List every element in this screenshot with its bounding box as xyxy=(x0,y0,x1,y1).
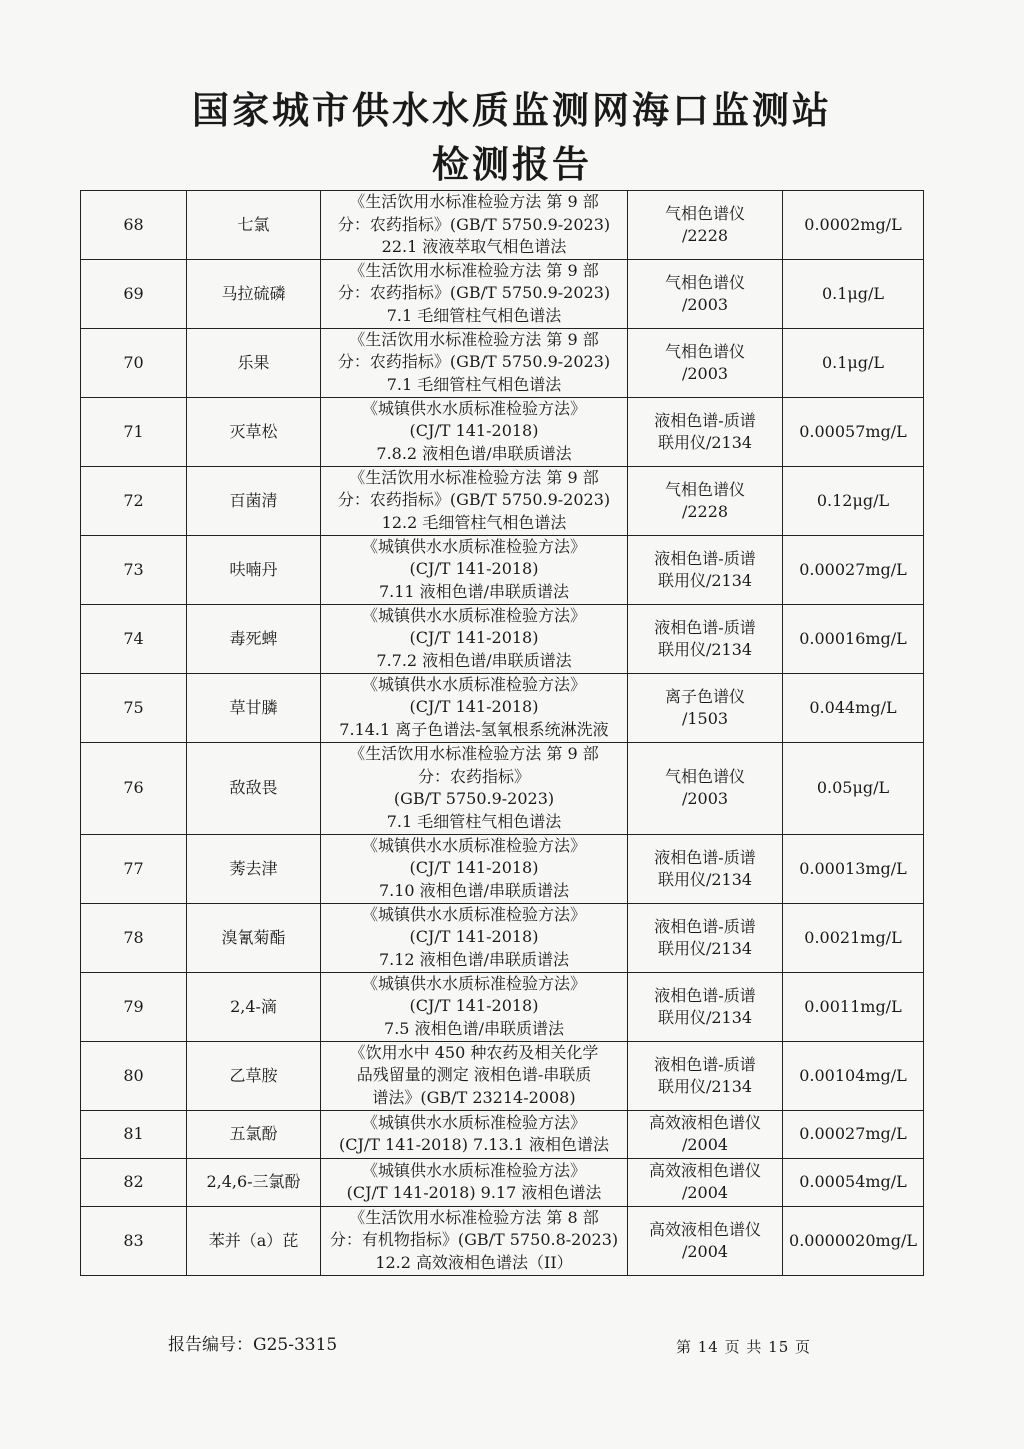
table-row xyxy=(81,742,924,834)
row-number: 70 xyxy=(81,328,187,397)
method-line: 《生活饮用水标准检验方法 第 9 部 xyxy=(349,192,599,211)
instrument-line: 联用仪/2134 xyxy=(657,938,753,958)
method-line: 谱法》(GB/T 23214-2008) xyxy=(372,1087,576,1107)
instrument xyxy=(628,466,783,535)
instrument xyxy=(628,604,783,673)
row-number: 74 xyxy=(81,604,187,673)
instrument-line: 液相色谱-质谱 xyxy=(654,1054,756,1074)
results-table xyxy=(80,190,924,1276)
detection-limit: 0.00013mg/L xyxy=(783,834,924,903)
table-row xyxy=(81,1110,924,1158)
method-line: 分：农药指标》(GB/T 5750.9-2023) xyxy=(337,283,611,303)
method-line: 12.2 毛细管柱气相色谱法 xyxy=(381,512,567,532)
instrument-line: 高效液相色谱仪 xyxy=(648,1113,761,1132)
method-line: (CJ/T 141-2018) 9.17 液相色谱法 xyxy=(346,1183,602,1202)
test-item: 溴氰菊酯 xyxy=(187,903,321,972)
instrument xyxy=(628,1158,783,1206)
instrument-line: 离子色谱仪 xyxy=(664,686,745,706)
method-line: 7.10 液相色谱/串联质谱法 xyxy=(378,880,570,900)
method-line: 《饮用水中 450 种农药及相关化学 xyxy=(349,1042,599,1062)
test-item: 2,4-滴 xyxy=(187,972,321,1041)
method-line: 《城镇供水水质标准检验方法》 xyxy=(361,1112,586,1132)
method-line: 《生活饮用水标准检验方法 第 9 部 xyxy=(349,744,599,763)
table-row xyxy=(81,834,924,903)
instrument xyxy=(628,328,783,397)
method-line: 《城镇供水水质标准检验方法》 xyxy=(361,1160,586,1180)
method-line: (GB/T 5750.9-2023) xyxy=(393,789,555,808)
detection-limit: 0.1μg/L xyxy=(783,328,924,397)
row-number: 68 xyxy=(81,191,187,260)
method-line: 《城镇供水水质标准检验方法》 xyxy=(361,398,586,418)
instrument xyxy=(628,397,783,466)
method-line: 7.1 毛细管柱气相色谱法 xyxy=(386,374,562,394)
detection-limit: 0.0011mg/L xyxy=(783,972,924,1041)
detection-limit: 0.12μg/L xyxy=(783,466,924,535)
test-item: 草甘膦 xyxy=(187,673,321,742)
instrument-line: 气相色谱仪 xyxy=(664,203,745,223)
test-method xyxy=(321,397,628,466)
test-item: 呋喃丹 xyxy=(187,535,321,604)
method-line: (CJ/T 141-2018) xyxy=(409,697,539,717)
test-method xyxy=(321,1110,628,1158)
test-method xyxy=(321,259,628,328)
method-line: 品残留量的测定 液相色谱-串联质 xyxy=(356,1065,592,1085)
test-item: 乐果 xyxy=(187,328,321,397)
method-line: (CJ/T 141-2018) xyxy=(409,559,539,579)
test-item: 毒死蜱 xyxy=(187,604,321,673)
row-number: 79 xyxy=(81,972,187,1041)
method-line: 7.1 毛细管柱气相色谱法 xyxy=(386,305,562,325)
method-line: 7.12 液相色谱/串联质谱法 xyxy=(378,949,570,969)
instrument xyxy=(628,535,783,604)
instrument-line: 气相色谱仪 xyxy=(664,479,745,499)
detection-limit: 0.00027mg/L xyxy=(783,1110,924,1158)
detection-limit: 0.05μg/L xyxy=(783,742,924,834)
instrument xyxy=(628,972,783,1041)
table-row xyxy=(81,259,924,328)
row-number: 81 xyxy=(81,1110,187,1158)
method-line: (CJ/T 141-2018) xyxy=(409,927,539,947)
method-line: (CJ/T 141-2018) xyxy=(409,628,539,648)
test-method xyxy=(321,742,628,834)
instrument-line: 液相色谱-质谱 xyxy=(654,617,756,637)
test-method xyxy=(321,328,628,397)
method-line: 《生活饮用水标准检验方法 第 9 部 xyxy=(349,467,599,487)
instrument-line: 联用仪/2134 xyxy=(657,432,753,452)
test-item: 七氯 xyxy=(187,191,321,260)
test-item: 百菌清 xyxy=(187,466,321,535)
method-line: 12.2 高效液相色谱法（II） xyxy=(375,1252,573,1272)
detection-limit: 0.044mg/L xyxy=(783,673,924,742)
page-title: 国家城市供水水质监测网海口监测站 xyxy=(192,88,832,132)
detection-limit: 0.00054mg/L xyxy=(783,1158,924,1206)
row-number: 77 xyxy=(81,834,187,903)
table-row xyxy=(81,1206,924,1275)
instrument-line: 气相色谱仪 xyxy=(664,767,745,786)
instrument xyxy=(628,191,783,260)
test-item: 莠去津 xyxy=(187,834,321,903)
table-row xyxy=(81,328,924,397)
test-item: 2,4,6-三氯酚 xyxy=(187,1158,321,1206)
method-line: 《城镇供水水质标准检验方法》 xyxy=(361,674,586,694)
table-row xyxy=(81,1041,924,1110)
row-number: 78 xyxy=(81,903,187,972)
test-item: 苯并（a）芘 xyxy=(187,1206,321,1275)
detection-limit: 0.00016mg/L xyxy=(783,604,924,673)
row-number: 76 xyxy=(81,742,187,834)
instrument xyxy=(628,1206,783,1275)
test-item: 敌敌畏 xyxy=(187,742,321,834)
instrument xyxy=(628,834,783,903)
method-line: (CJ/T 141-2018) 7.13.1 液相色谱法 xyxy=(338,1135,610,1154)
test-method xyxy=(321,673,628,742)
method-line: 《城镇供水水质标准检验方法》 xyxy=(361,973,586,993)
row-number: 80 xyxy=(81,1041,187,1110)
table-row xyxy=(81,191,924,260)
page-number: 第 14 页 共 15 页 xyxy=(676,1338,812,1356)
test-method xyxy=(321,466,628,535)
instrument-line: /2004 xyxy=(681,1135,729,1154)
instrument-line: /2004 xyxy=(681,1183,729,1202)
row-number: 72 xyxy=(81,466,187,535)
instrument-line: 联用仪/2134 xyxy=(657,570,753,590)
row-number: 73 xyxy=(81,535,187,604)
detection-limit: 0.00057mg/L xyxy=(783,397,924,466)
instrument xyxy=(628,1041,783,1110)
detection-limit: 0.0021mg/L xyxy=(783,903,924,972)
instrument xyxy=(628,903,783,972)
table-row xyxy=(81,1158,924,1206)
instrument-line: 气相色谱仪 xyxy=(664,272,745,292)
test-item: 五氯酚 xyxy=(187,1110,321,1158)
method-line: 《城镇供水水质标准检验方法》 xyxy=(361,536,586,556)
method-line: 《生活饮用水标准检验方法 第 9 部 xyxy=(349,260,599,280)
detection-limit: 0.0000020mg/L xyxy=(783,1206,924,1275)
method-line: 《生活饮用水标准检验方法 第 8 部 xyxy=(349,1207,599,1227)
table-row xyxy=(81,466,924,535)
instrument-line: 联用仪/2134 xyxy=(657,869,753,889)
report-number: 报告编号：G25-3315 xyxy=(168,1335,338,1355)
method-line: 《生活饮用水标准检验方法 第 9 部 xyxy=(349,329,599,349)
method-line: 分：有机物指标》(GB/T 5750.8-2023) xyxy=(329,1230,619,1250)
test-method xyxy=(321,972,628,1041)
instrument xyxy=(628,259,783,328)
instrument-line: /2003 xyxy=(681,789,729,808)
instrument-line: 液相色谱-质谱 xyxy=(654,548,756,568)
instrument-line: 联用仪/2134 xyxy=(657,1076,753,1096)
test-item: 灭草松 xyxy=(187,397,321,466)
detection-limit: 0.00104mg/L xyxy=(783,1041,924,1110)
table-row xyxy=(81,972,924,1041)
instrument-line: /2228 xyxy=(681,225,729,245)
method-line: 7.5 液相色谱/串联质谱法 xyxy=(384,1018,564,1038)
method-line: 《城镇供水水质标准检验方法》 xyxy=(361,904,586,924)
instrument-line: 联用仪/2134 xyxy=(657,639,753,659)
instrument-line: 液相色谱-质谱 xyxy=(654,847,756,867)
row-number: 82 xyxy=(81,1158,187,1206)
method-line: (CJ/T 141-2018) xyxy=(409,858,539,878)
row-number: 83 xyxy=(81,1206,187,1275)
test-method xyxy=(321,834,628,903)
page-subtitle: 检测报告 xyxy=(432,142,592,186)
test-method xyxy=(321,903,628,972)
instrument-line: 高效液相色谱仪 xyxy=(648,1161,761,1180)
test-method xyxy=(321,604,628,673)
table-row xyxy=(81,673,924,742)
method-line: 7.8.2 液相色谱/串联质谱法 xyxy=(376,443,572,463)
instrument-line: 气相色谱仪 xyxy=(664,341,745,361)
test-item: 乙草胺 xyxy=(187,1041,321,1110)
method-line: 《城镇供水水质标准检验方法》 xyxy=(361,605,586,625)
method-line: 7.14.1 离子色谱法-氢氧根系统淋洗液 xyxy=(339,719,609,739)
test-method xyxy=(321,1041,628,1110)
instrument-line: /2004 xyxy=(681,1241,729,1261)
row-number: 71 xyxy=(81,397,187,466)
method-line: 《城镇供水水质标准检验方法》 xyxy=(361,835,586,855)
table-row xyxy=(81,535,924,604)
table-row xyxy=(81,903,924,972)
method-line: (CJ/T 141-2018) xyxy=(409,421,539,441)
instrument xyxy=(628,673,783,742)
test-method xyxy=(321,535,628,604)
detection-limit: 0.00027mg/L xyxy=(783,535,924,604)
instrument-line: 液相色谱-质谱 xyxy=(654,410,756,430)
method-line: 22.1 液液萃取气相色谱法 xyxy=(381,237,567,256)
instrument-line: 高效液相色谱仪 xyxy=(648,1219,761,1239)
instrument xyxy=(628,1110,783,1158)
instrument-line: 液相色谱-质谱 xyxy=(654,985,756,1005)
instrument-line: /2003 xyxy=(681,363,729,383)
instrument xyxy=(628,742,783,834)
method-line: 分：农药指标》(GB/T 5750.9-2023) xyxy=(337,352,611,372)
instrument-line: 液相色谱-质谱 xyxy=(654,916,756,936)
row-number: 69 xyxy=(81,259,187,328)
instrument-line: /1503 xyxy=(681,708,729,728)
test-method xyxy=(321,1206,628,1275)
row-number: 75 xyxy=(81,673,187,742)
method-line: 7.11 液相色谱/串联质谱法 xyxy=(378,581,570,601)
test-method xyxy=(321,1158,628,1206)
table-row xyxy=(81,397,924,466)
method-line: (CJ/T 141-2018) xyxy=(409,996,539,1016)
instrument-line: /2003 xyxy=(681,294,729,314)
instrument-line: 联用仪/2134 xyxy=(657,1007,753,1027)
method-line: 分：农药指标》(GB/T 5750.9-2023) xyxy=(337,214,611,234)
method-line: 分：农药指标》 xyxy=(417,766,530,786)
detection-limit: 0.0002mg/L xyxy=(783,191,924,260)
method-line: 7.7.2 液相色谱/串联质谱法 xyxy=(376,650,572,670)
test-method xyxy=(321,191,628,260)
test-item: 马拉硫磷 xyxy=(187,259,321,328)
table-row xyxy=(81,604,924,673)
instrument-line: /2228 xyxy=(681,501,729,521)
method-line: 7.1 毛细管柱气相色谱法 xyxy=(386,811,562,831)
detection-limit: 0.1μg/L xyxy=(783,259,924,328)
method-line: 分：农药指标》(GB/T 5750.9-2023) xyxy=(337,490,611,510)
